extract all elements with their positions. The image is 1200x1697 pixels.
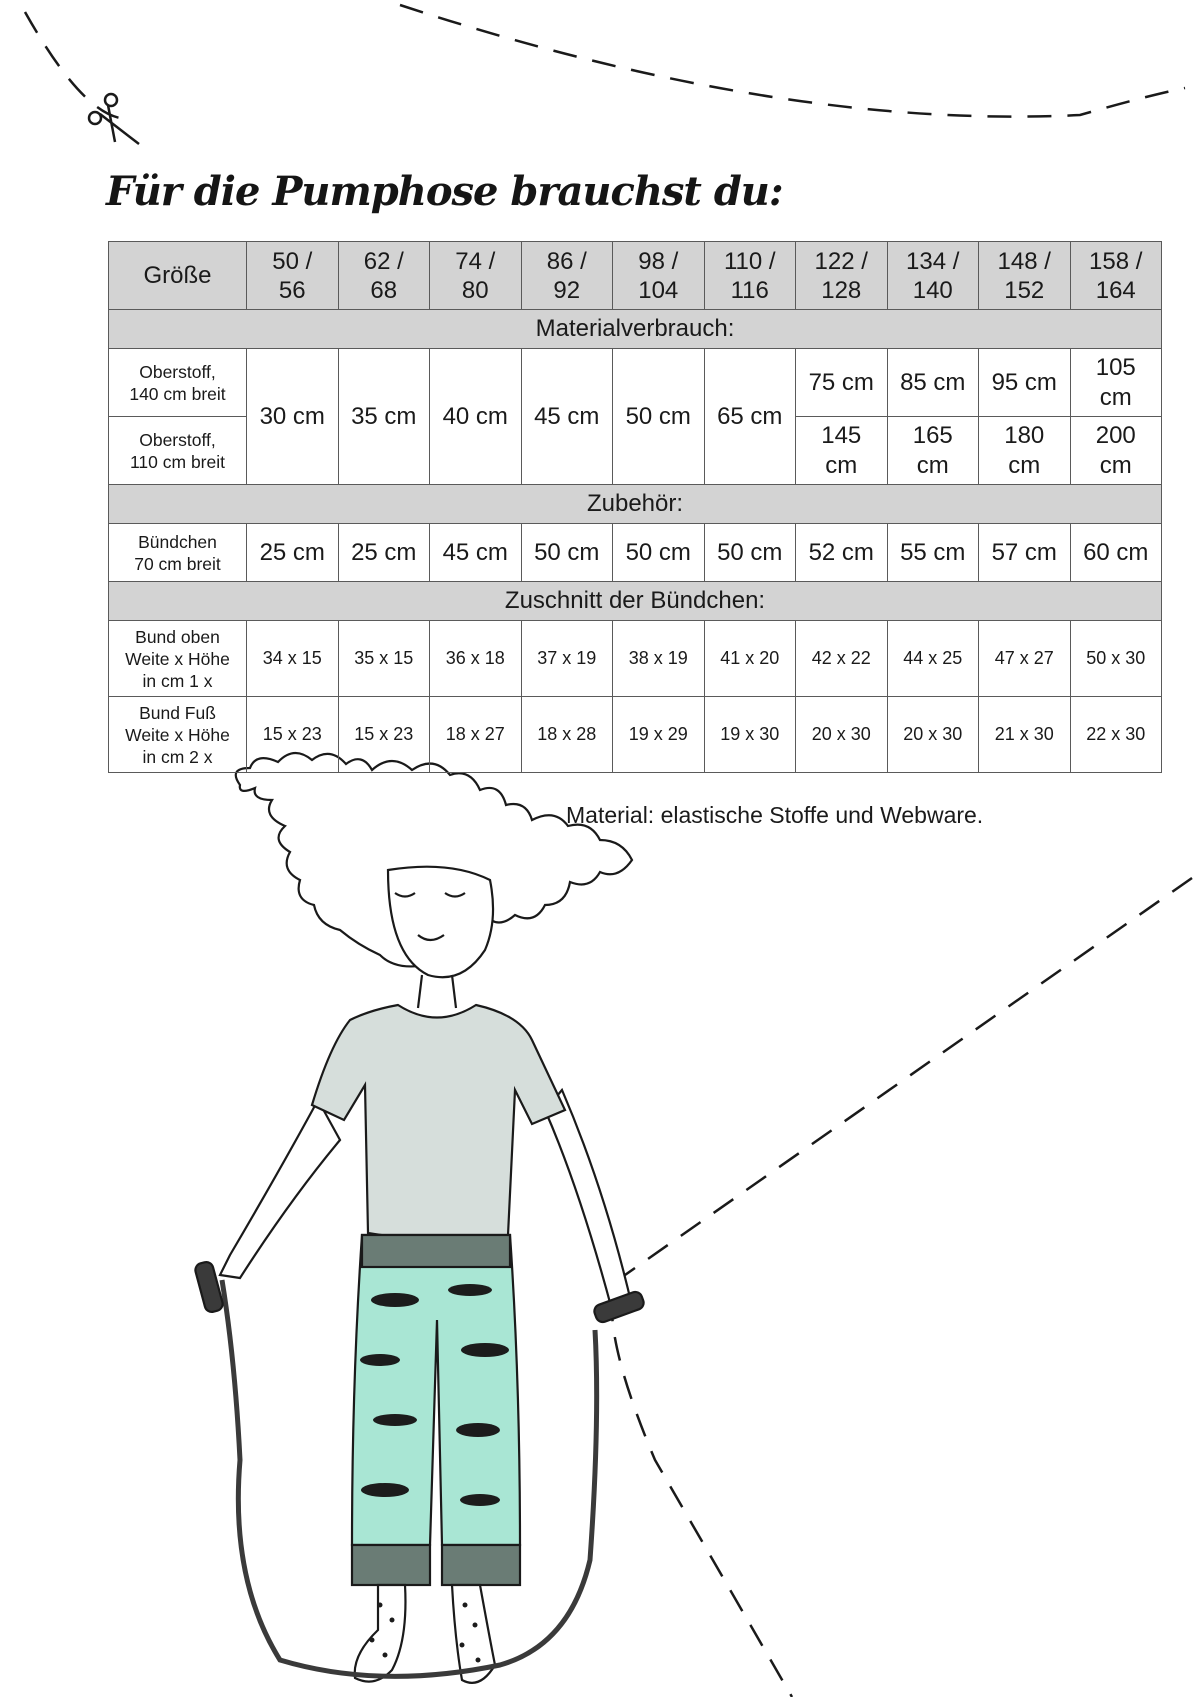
table-cell: 180 cm — [979, 417, 1071, 485]
table-cell: 65 cm — [704, 349, 796, 485]
size-label: Größe — [109, 242, 247, 310]
left-arm — [220, 1100, 340, 1278]
table-cell: 22 x 30 — [1070, 697, 1162, 773]
section-row-cutting — [109, 582, 1162, 621]
right-arm — [545, 1090, 632, 1310]
section-heading: Materialverbrauch: — [109, 310, 1162, 349]
table-cell: 25 cm — [247, 524, 339, 582]
table-cell: 35 x 15 — [338, 621, 430, 697]
table-cell: 200 cm — [1070, 417, 1162, 485]
size-header-cell: 86 / 92 — [521, 242, 613, 310]
table-cell: 52 cm — [796, 524, 888, 582]
table-cell: 50 cm — [521, 524, 613, 582]
table-cell: 85 cm — [887, 349, 979, 417]
table-cell: 38 x 19 — [613, 621, 705, 697]
size-header-cell: 148 / 152 — [979, 242, 1071, 310]
table-cell: 75 cm — [796, 349, 888, 417]
table-cell: 35 cm — [338, 349, 430, 485]
table-cell: 165 cm — [887, 417, 979, 485]
table-row-bund-fuss — [109, 697, 1162, 773]
table-cell: 50 cm — [613, 524, 705, 582]
table-cell: 37 x 19 — [521, 621, 613, 697]
table-cell: 44 x 25 — [887, 621, 979, 697]
dashed-cut-line-top — [25, 5, 1185, 118]
table-row-buendchen — [109, 524, 1162, 582]
cuff-left — [352, 1545, 430, 1585]
table-cell: 50 cm — [613, 349, 705, 485]
waistband — [362, 1235, 510, 1267]
material-note: Material: elastische Stoffe und Webware. — [566, 802, 984, 828]
size-header-cell: 62 / 68 — [338, 242, 430, 310]
row-label: Oberstoff, 110 cm breit — [109, 417, 247, 485]
table-cell: 45 cm — [430, 524, 522, 582]
table-cell: 21 x 30 — [979, 697, 1071, 773]
table-cell: 19 x 29 — [613, 697, 705, 773]
section-row-material — [109, 310, 1162, 349]
cuff-right — [442, 1545, 520, 1585]
table-cell: 19 x 30 — [704, 697, 796, 773]
table-cell: 57 cm — [979, 524, 1071, 582]
table-cell: 36 x 18 — [430, 621, 522, 697]
size-header-cell: 134 / 140 — [887, 242, 979, 310]
dashed-cut-line-right — [612, 878, 1192, 1697]
size-material-table — [108, 241, 1162, 773]
table-cell: 47 x 27 — [979, 621, 1071, 697]
table-cell: 60 cm — [1070, 524, 1162, 582]
table-cell: 34 x 15 — [247, 621, 339, 697]
scissors-icon — [89, 94, 139, 144]
table-row-oberstoff-140 — [109, 349, 1162, 417]
size-header-cell: 50 / 56 — [247, 242, 339, 310]
size-header-cell: 122 / 128 — [796, 242, 888, 310]
table-cell: 30 cm — [247, 349, 339, 485]
table-cell: 50 x 30 — [1070, 621, 1162, 697]
table-cell: 20 x 30 — [796, 697, 888, 773]
table-cell: 42 x 22 — [796, 621, 888, 697]
table-cell: 18 x 28 — [521, 697, 613, 773]
size-header-cell: 74 / 80 — [430, 242, 522, 310]
table-cell: 105 cm — [1070, 349, 1162, 417]
page-title: Für die Pumphose brauchst du: — [106, 168, 783, 215]
row-label: Bund Fuß Weite x Höhe in cm 2 x — [109, 697, 247, 773]
size-header-cell: 158 / 164 — [1070, 242, 1162, 310]
rope-handle-left — [194, 1261, 224, 1314]
girl-illustration — [194, 753, 646, 1683]
table-cell: 50 cm — [704, 524, 796, 582]
table-cell: 45 cm — [521, 349, 613, 485]
table-row-bund-oben — [109, 621, 1162, 697]
table-cell: 25 cm — [338, 524, 430, 582]
table-cell: 20 x 30 — [887, 697, 979, 773]
table-cell: 15 x 23 — [338, 697, 430, 773]
size-header-cell: 98 / 104 — [613, 242, 705, 310]
section-heading: Zubehör: — [109, 485, 1162, 524]
table-cell: 18 x 27 — [430, 697, 522, 773]
table-cell: 95 cm — [979, 349, 1071, 417]
t-shirt — [312, 1005, 565, 1240]
sock-left — [355, 1585, 406, 1682]
size-header-row — [109, 242, 1162, 310]
row-label: Bündchen 70 cm breit — [109, 524, 247, 582]
table-cell: 145 cm — [796, 417, 888, 485]
table-cell: 15 x 23 — [247, 697, 339, 773]
section-heading: Zuschnitt der Bündchen: — [109, 582, 1162, 621]
table-cell: 41 x 20 — [704, 621, 796, 697]
section-row-accessories — [109, 485, 1162, 524]
row-label: Oberstoff, 140 cm breit — [109, 349, 247, 417]
table-cell: 40 cm — [430, 349, 522, 485]
size-header-cell: 110 / 116 — [704, 242, 796, 310]
row-label: Bund oben Weite x Höhe in cm 1 x — [109, 621, 247, 697]
table-cell: 55 cm — [887, 524, 979, 582]
